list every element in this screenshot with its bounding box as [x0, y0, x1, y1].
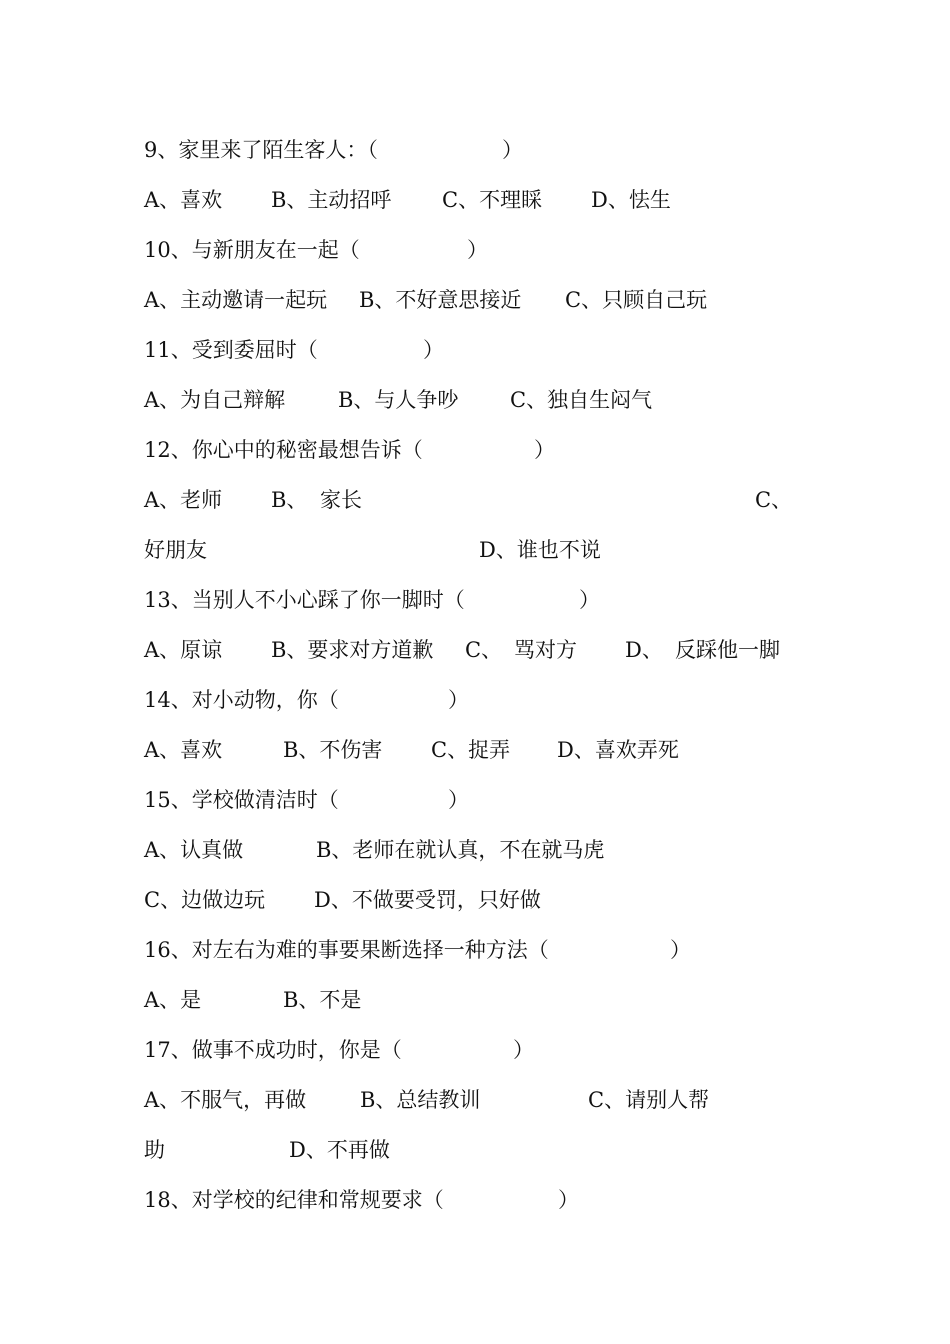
options-12-cont	[0, 535, 950, 565]
option-d: D、喜欢弄死	[557, 738, 679, 762]
question-stem: 9、家里来了陌生客人：（	[144, 138, 378, 162]
option-a: A、原谅	[144, 638, 223, 662]
answer-blank-close: ）	[558, 1188, 579, 1212]
options-16	[0, 985, 950, 1015]
option-c-text: 骂对方	[514, 638, 577, 662]
answer-blank-close: ）	[579, 588, 600, 612]
question-18	[0, 1185, 950, 1215]
question-stem: 12、你心中的秘密最想告诉（	[144, 438, 423, 462]
option-b: B、不好意思接近	[359, 288, 522, 312]
options-13	[0, 635, 950, 665]
option-a: A、老师	[144, 488, 223, 512]
answer-blank-close: ）	[513, 1038, 534, 1062]
options-15-cont	[0, 885, 950, 915]
option-c: C、边做边玩	[144, 888, 266, 912]
answer-blank-close: ）	[502, 138, 523, 162]
option-a: A、不服气，再做	[144, 1088, 307, 1112]
option-b: B、不伤害	[283, 738, 383, 762]
option-a: A、是	[144, 988, 202, 1012]
options-11	[0, 385, 950, 415]
question-stem: 10、与新朋友在一起（	[144, 238, 360, 262]
question-14	[0, 685, 950, 715]
options-14	[0, 735, 950, 765]
question-10	[0, 235, 950, 265]
question-13	[0, 585, 950, 615]
option-a: A、为自己辩解	[144, 388, 286, 412]
question-9	[0, 135, 950, 165]
question-12	[0, 435, 950, 465]
options-10	[0, 285, 950, 315]
option-c-text: 好朋友	[144, 538, 207, 562]
question-15	[0, 785, 950, 815]
options-17	[0, 1085, 950, 1115]
option-d: D、怯生	[591, 188, 671, 212]
answer-blank-close: ）	[670, 938, 691, 962]
option-b: B、主动招呼	[271, 188, 392, 212]
option-b: B、总结教训	[360, 1088, 481, 1112]
question-stem: 13、当别人不小心踩了你一脚时（	[144, 588, 465, 612]
option-d: D、不再做	[289, 1138, 390, 1162]
option-a: A、喜欢	[144, 738, 223, 762]
question-stem: 14、对小动物，你（	[144, 688, 339, 712]
question-stem: 17、做事不成功时，你是（	[144, 1038, 402, 1062]
option-c: C、捉弄	[431, 738, 511, 762]
answer-blank-close: ）	[467, 238, 488, 262]
question-16	[0, 935, 950, 965]
option-c: C、	[465, 638, 503, 662]
option-b: B、与人争吵	[338, 388, 459, 412]
option-c: C、请别人帮	[588, 1088, 710, 1112]
option-c-text: 助	[144, 1138, 165, 1162]
question-11	[0, 335, 950, 365]
question-17	[0, 1035, 950, 1065]
question-stem: 18、对学校的纪律和常规要求（	[144, 1188, 444, 1212]
options-15	[0, 835, 950, 865]
answer-blank-close: ）	[448, 688, 469, 712]
option-d: D、谁也不说	[479, 538, 601, 562]
question-stem: 16、对左右为难的事要果断选择一种方法（	[144, 938, 549, 962]
question-stem: 11、受到委屈时（	[144, 338, 318, 362]
option-b: B、要求对方道歉	[271, 638, 434, 662]
option-c: C、只顾自己玩	[565, 288, 708, 312]
options-9	[0, 185, 950, 215]
option-d-text: 反踩他一脚	[675, 638, 780, 662]
answer-blank-close: ）	[448, 788, 469, 812]
answer-blank-close: ）	[423, 338, 444, 362]
option-c: C、	[755, 488, 793, 512]
option-d: D、	[625, 638, 663, 662]
option-b: B、	[271, 488, 308, 512]
option-d: D、不做要受罚，只好做	[314, 888, 541, 912]
option-b: B、不是	[283, 988, 362, 1012]
option-a: A、认真做	[144, 838, 244, 862]
options-12	[0, 485, 950, 515]
option-a: A、喜欢	[144, 188, 223, 212]
option-b: B、老师在就认真，不在就马虎	[316, 838, 605, 862]
option-c: C、独自生闷气	[510, 388, 653, 412]
answer-blank-close: ）	[534, 438, 555, 462]
question-stem: 15、学校做清洁时（	[144, 788, 339, 812]
option-c: C、不理睬	[442, 188, 543, 212]
options-17-cont	[0, 1135, 950, 1165]
option-b-text: 家长	[320, 488, 362, 512]
option-a: A、主动邀请一起玩	[144, 288, 328, 312]
